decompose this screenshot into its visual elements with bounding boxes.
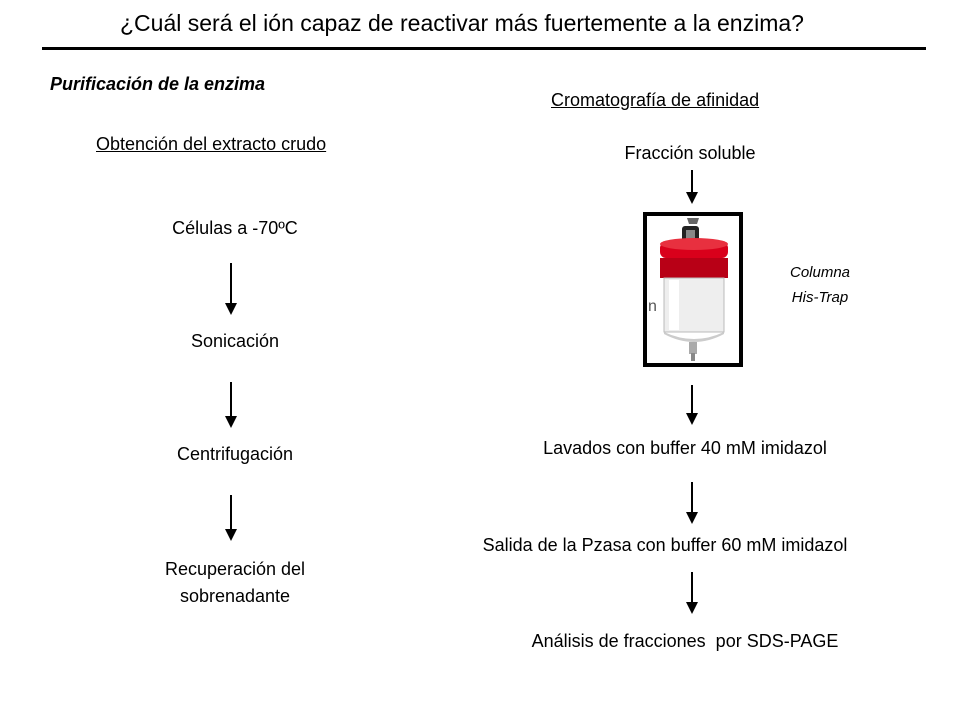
left-arrow-1 bbox=[223, 263, 239, 315]
right-heading: Cromatografía de afinidad bbox=[551, 90, 760, 110]
left-step-4-line-2: sobrenadante bbox=[179, 586, 291, 606]
right-step-1: Lavados con buffer 40 mM imidazol bbox=[543, 438, 827, 458]
left-step-1: Células a -70ºC bbox=[172, 218, 298, 238]
slide-title: ¿Cuál será el ión capaz de reactivar más fuertemente a la enzima? bbox=[120, 10, 804, 36]
right-input: Fracción soluble bbox=[624, 143, 756, 163]
left-step-4 bbox=[110, 556, 360, 610]
his-trap-column-icon bbox=[647, 216, 739, 363]
title-divider bbox=[42, 47, 926, 50]
right-arrow-2 bbox=[684, 385, 700, 425]
left-step-2: Sonicación bbox=[190, 331, 280, 351]
column-image-frame bbox=[643, 212, 743, 367]
left-step-4-line-1: Recuperación del bbox=[164, 559, 306, 579]
right-arrow-4 bbox=[684, 572, 700, 614]
left-heading: Obtención del extracto crudo bbox=[96, 134, 327, 154]
column-label-line-1: Columna bbox=[789, 264, 851, 281]
right-step-2: Salida de la Pzasa con buffer 60 mM imidazol bbox=[482, 535, 848, 555]
right-arrow-1 bbox=[684, 170, 700, 204]
column-label bbox=[770, 260, 870, 310]
right-step-3: Análisis de fracciones por SDS-PAGE bbox=[531, 631, 839, 651]
right-arrow-3 bbox=[684, 482, 700, 524]
left-arrow-2 bbox=[223, 382, 239, 428]
column-label-line-2: His-Trap bbox=[791, 289, 849, 306]
left-step-3: Centrifugación bbox=[176, 444, 294, 464]
section-heading: Purificación de la enzima bbox=[50, 74, 266, 94]
left-arrow-3 bbox=[223, 495, 239, 541]
svg-text:n: n bbox=[648, 298, 657, 315]
